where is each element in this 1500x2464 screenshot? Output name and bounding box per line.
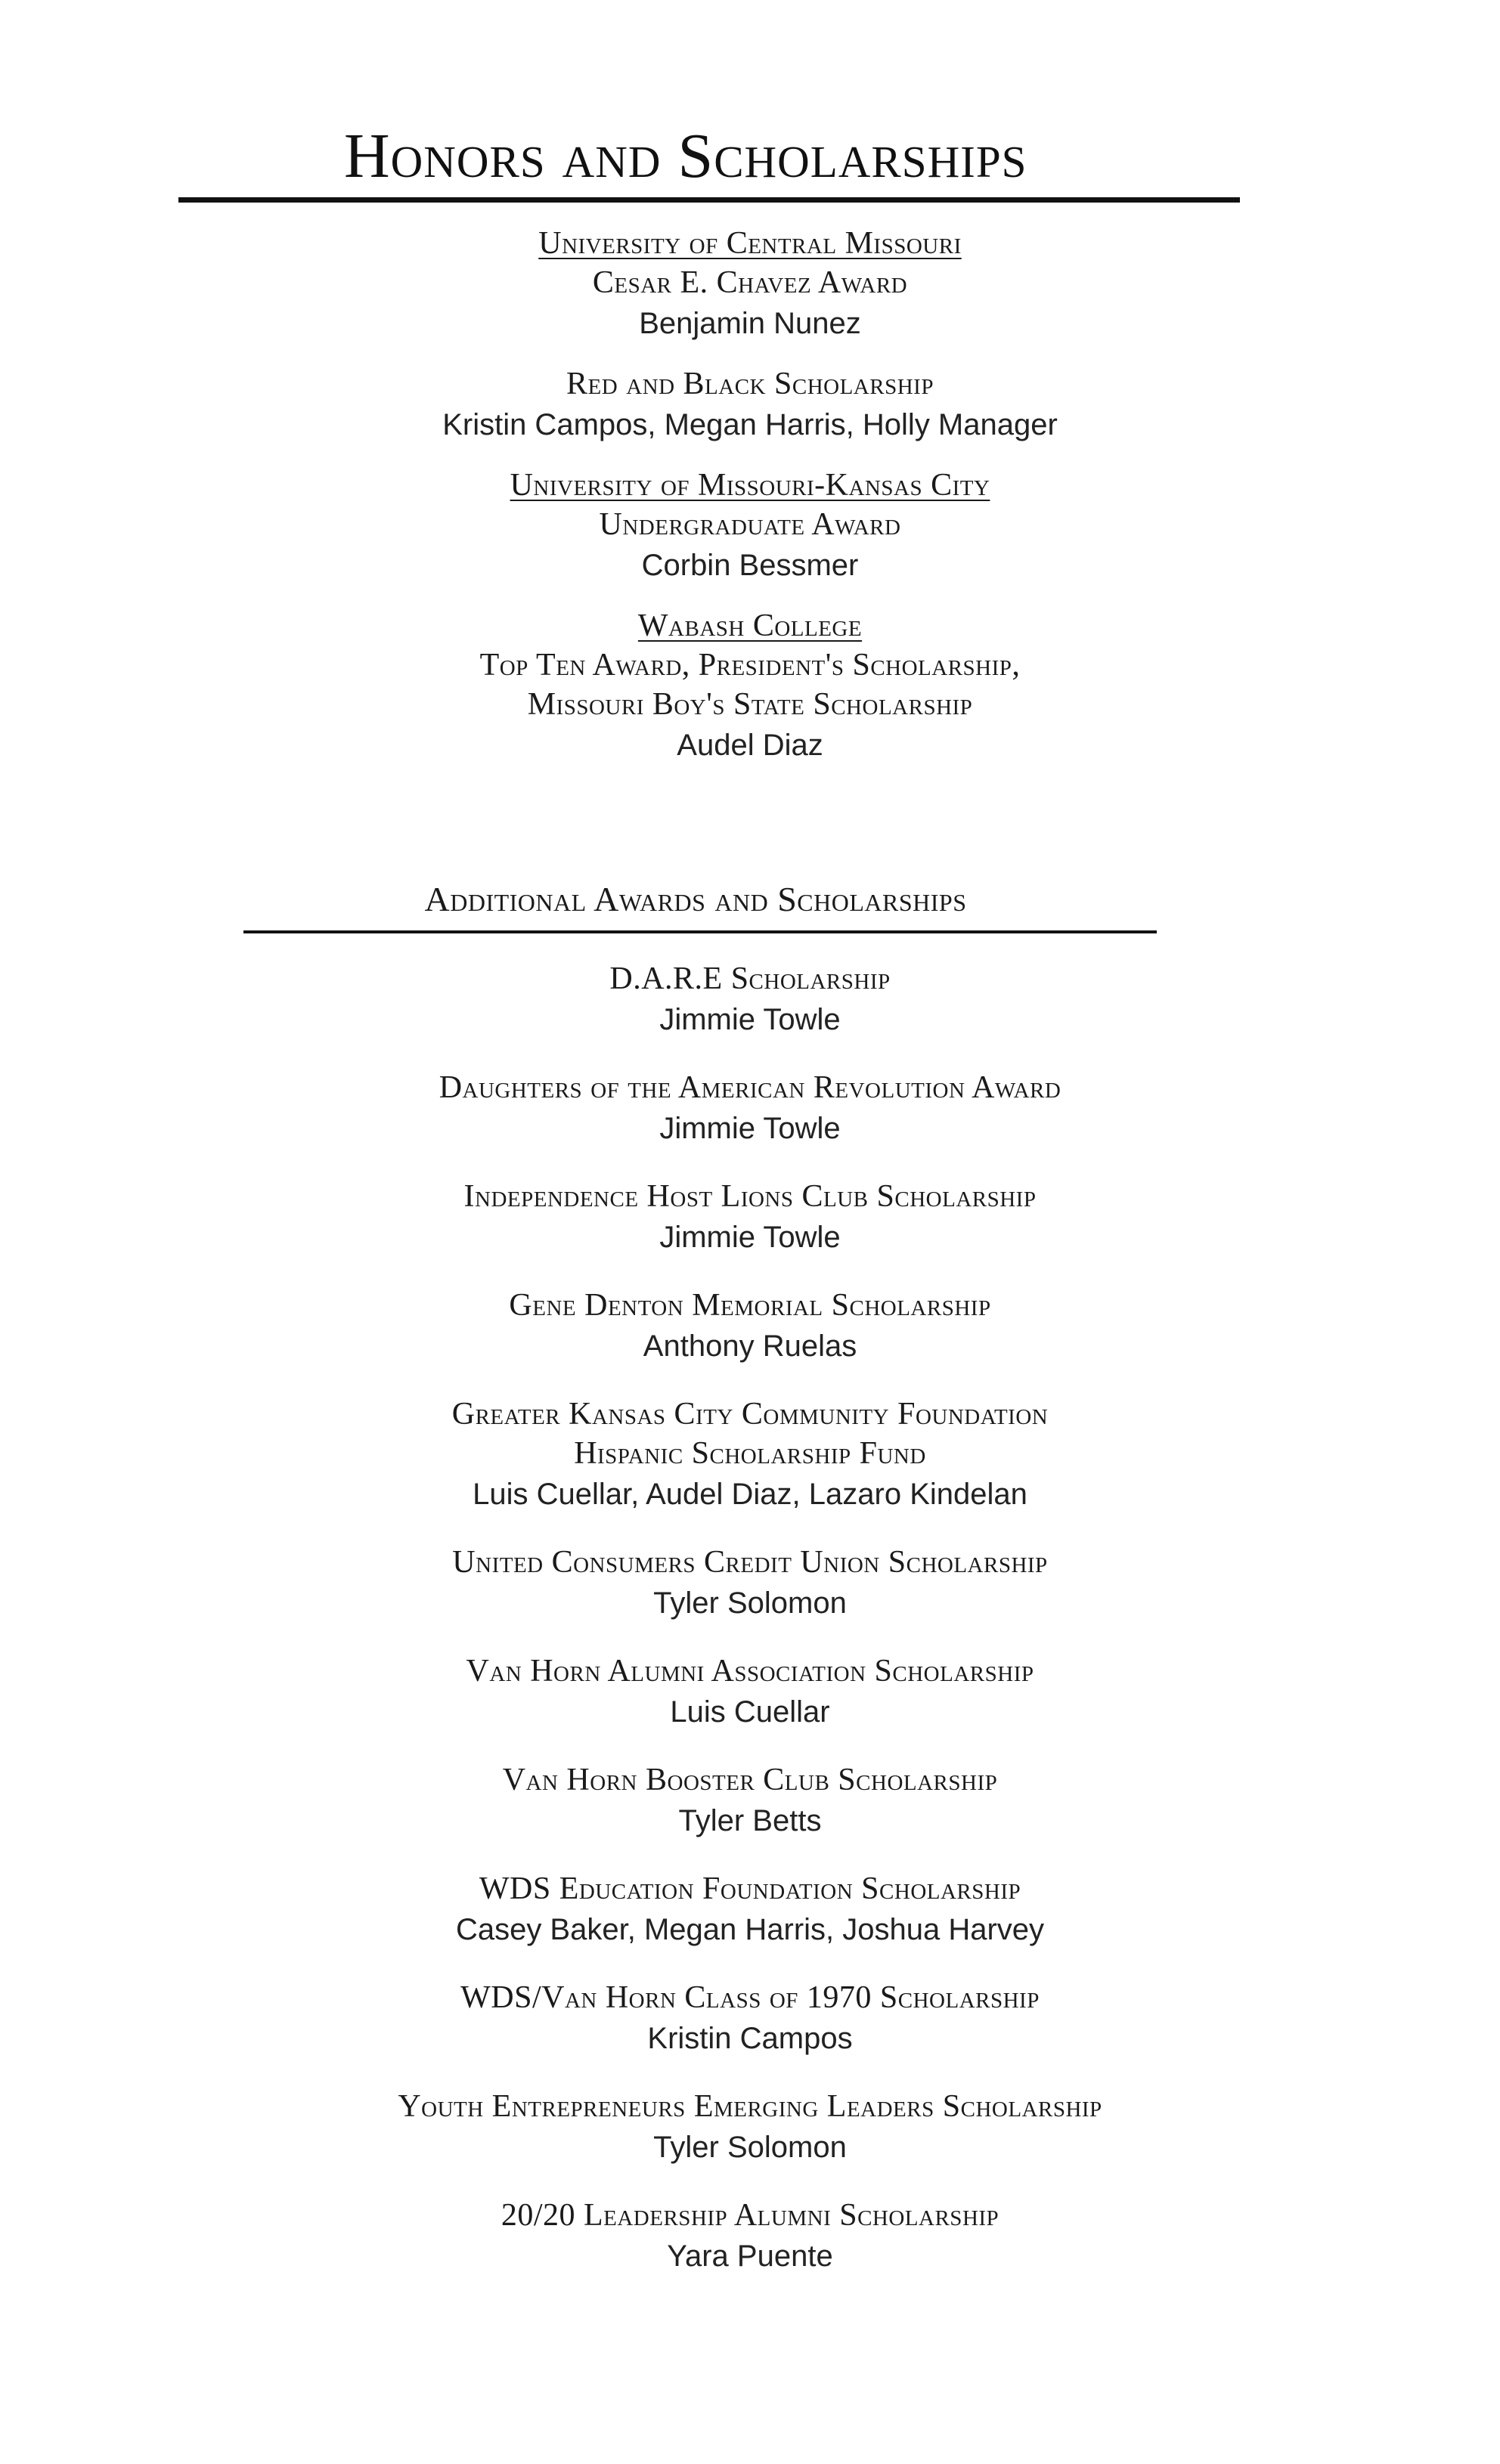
recipient-names: Jimmie Towle xyxy=(659,1112,841,1145)
award-entry-umkc xyxy=(0,466,1500,587)
section-heading-additional: Additional Awards and Scholarships xyxy=(424,880,967,918)
recipient-names: Jimmie Towle xyxy=(659,1221,841,1254)
recipient-names: Tyler Solomon xyxy=(653,1586,847,1620)
title-divider xyxy=(178,197,1240,203)
recipient-names: Jimmie Towle xyxy=(659,1003,841,1036)
recipient-names: Tyler Betts xyxy=(678,1804,822,1837)
award-name: D.A.R.E Scholarship xyxy=(609,961,891,996)
recipient-names: Benjamin Nunez xyxy=(639,307,861,340)
award-entry-dar xyxy=(0,1068,1500,1150)
award-name: Van Horn Booster Club Scholarship xyxy=(502,1763,998,1797)
award-entry-dare xyxy=(0,959,1500,1041)
award-name-line-2: Missouri Boy's State Scholarship xyxy=(527,687,973,722)
award-name: Undergraduate Award xyxy=(599,507,901,542)
recipient-names: Luis Cuellar xyxy=(670,1695,830,1729)
award-entry-wds-edu xyxy=(0,1869,1500,1951)
award-name: WDS/Van Horn Class of 1970 Scholarship xyxy=(460,1980,1040,2015)
award-entry-gkccf xyxy=(0,1395,1500,1515)
award-name: Independence Host Lions Club Scholarship xyxy=(463,1179,1037,1214)
award-entry-class-1970 xyxy=(0,1978,1500,2060)
recipient-names: Luis Cuellar, Audel Diaz, Lazaro Kindelan xyxy=(473,1478,1027,1511)
award-name-line-1: Top Ten Award, President's Scholarship, xyxy=(479,648,1021,683)
page-title: Honors and Scholarships xyxy=(344,121,1027,191)
award-name: WDS Education Foundation Scholarship xyxy=(479,1871,1021,1906)
award-entry-wabash xyxy=(0,606,1500,766)
award-entry-vh-booster xyxy=(0,1760,1500,1842)
recipient-names: Tyler Solomon xyxy=(653,2131,847,2164)
recipient-names: Casey Baker, Megan Harris, Joshua Harvey xyxy=(455,1913,1045,1946)
award-entry-red-black xyxy=(0,364,1500,446)
award-name: 20/20 Leadership Alumni Scholarship xyxy=(501,2198,999,2233)
award-name-line-2: Hispanic Scholarship Fund xyxy=(574,1436,926,1471)
award-entry-denton xyxy=(0,1286,1500,1367)
award-name: Cesar E. Chavez Award xyxy=(592,265,908,300)
recipient-names: Yara Puente xyxy=(667,2240,833,2273)
award-name: Daughters of the American Revolution Award xyxy=(439,1070,1061,1105)
recipient-names: Audel Diaz xyxy=(677,729,823,762)
additional-awards-list xyxy=(0,959,1500,2305)
award-entry-vh-alumni xyxy=(0,1651,1500,1733)
award-entry-lions xyxy=(0,1177,1500,1258)
recipient-names: Kristin Campos xyxy=(647,2022,853,2055)
institution-name: Wabash College xyxy=(637,608,863,643)
recipient-names: Corbin Bessmer xyxy=(641,549,859,582)
honors-list xyxy=(0,224,1500,786)
award-name-line-1: Greater Kansas City Community Foundation xyxy=(451,1397,1049,1432)
institution-name: University of Missouri-Kansas City xyxy=(510,468,990,503)
award-entry-youth-entrepreneurs xyxy=(0,2087,1500,2168)
award-name: Red and Black Scholarship xyxy=(566,367,934,401)
recipient-names: Kristin Campos, Megan Harris, Holly Manager xyxy=(442,408,1058,441)
award-name: Youth Entrepreneurs Emerging Leaders Scholarship xyxy=(398,2089,1102,2124)
award-name: Van Horn Alumni Association Scholarship xyxy=(466,1654,1034,1689)
award-name: United Consumers Credit Union Scholarship xyxy=(452,1545,1048,1580)
award-entry-uccu xyxy=(0,1543,1500,1624)
recipient-names: Anthony Ruelas xyxy=(643,1330,857,1363)
section-divider xyxy=(243,930,1157,933)
award-entry-2020-leadership xyxy=(0,2196,1500,2277)
institution-name: University of Central Missouri xyxy=(538,226,962,261)
award-name: Gene Denton Memorial Scholarship xyxy=(509,1288,991,1323)
award-entry-ucm-chavez xyxy=(0,224,1500,345)
